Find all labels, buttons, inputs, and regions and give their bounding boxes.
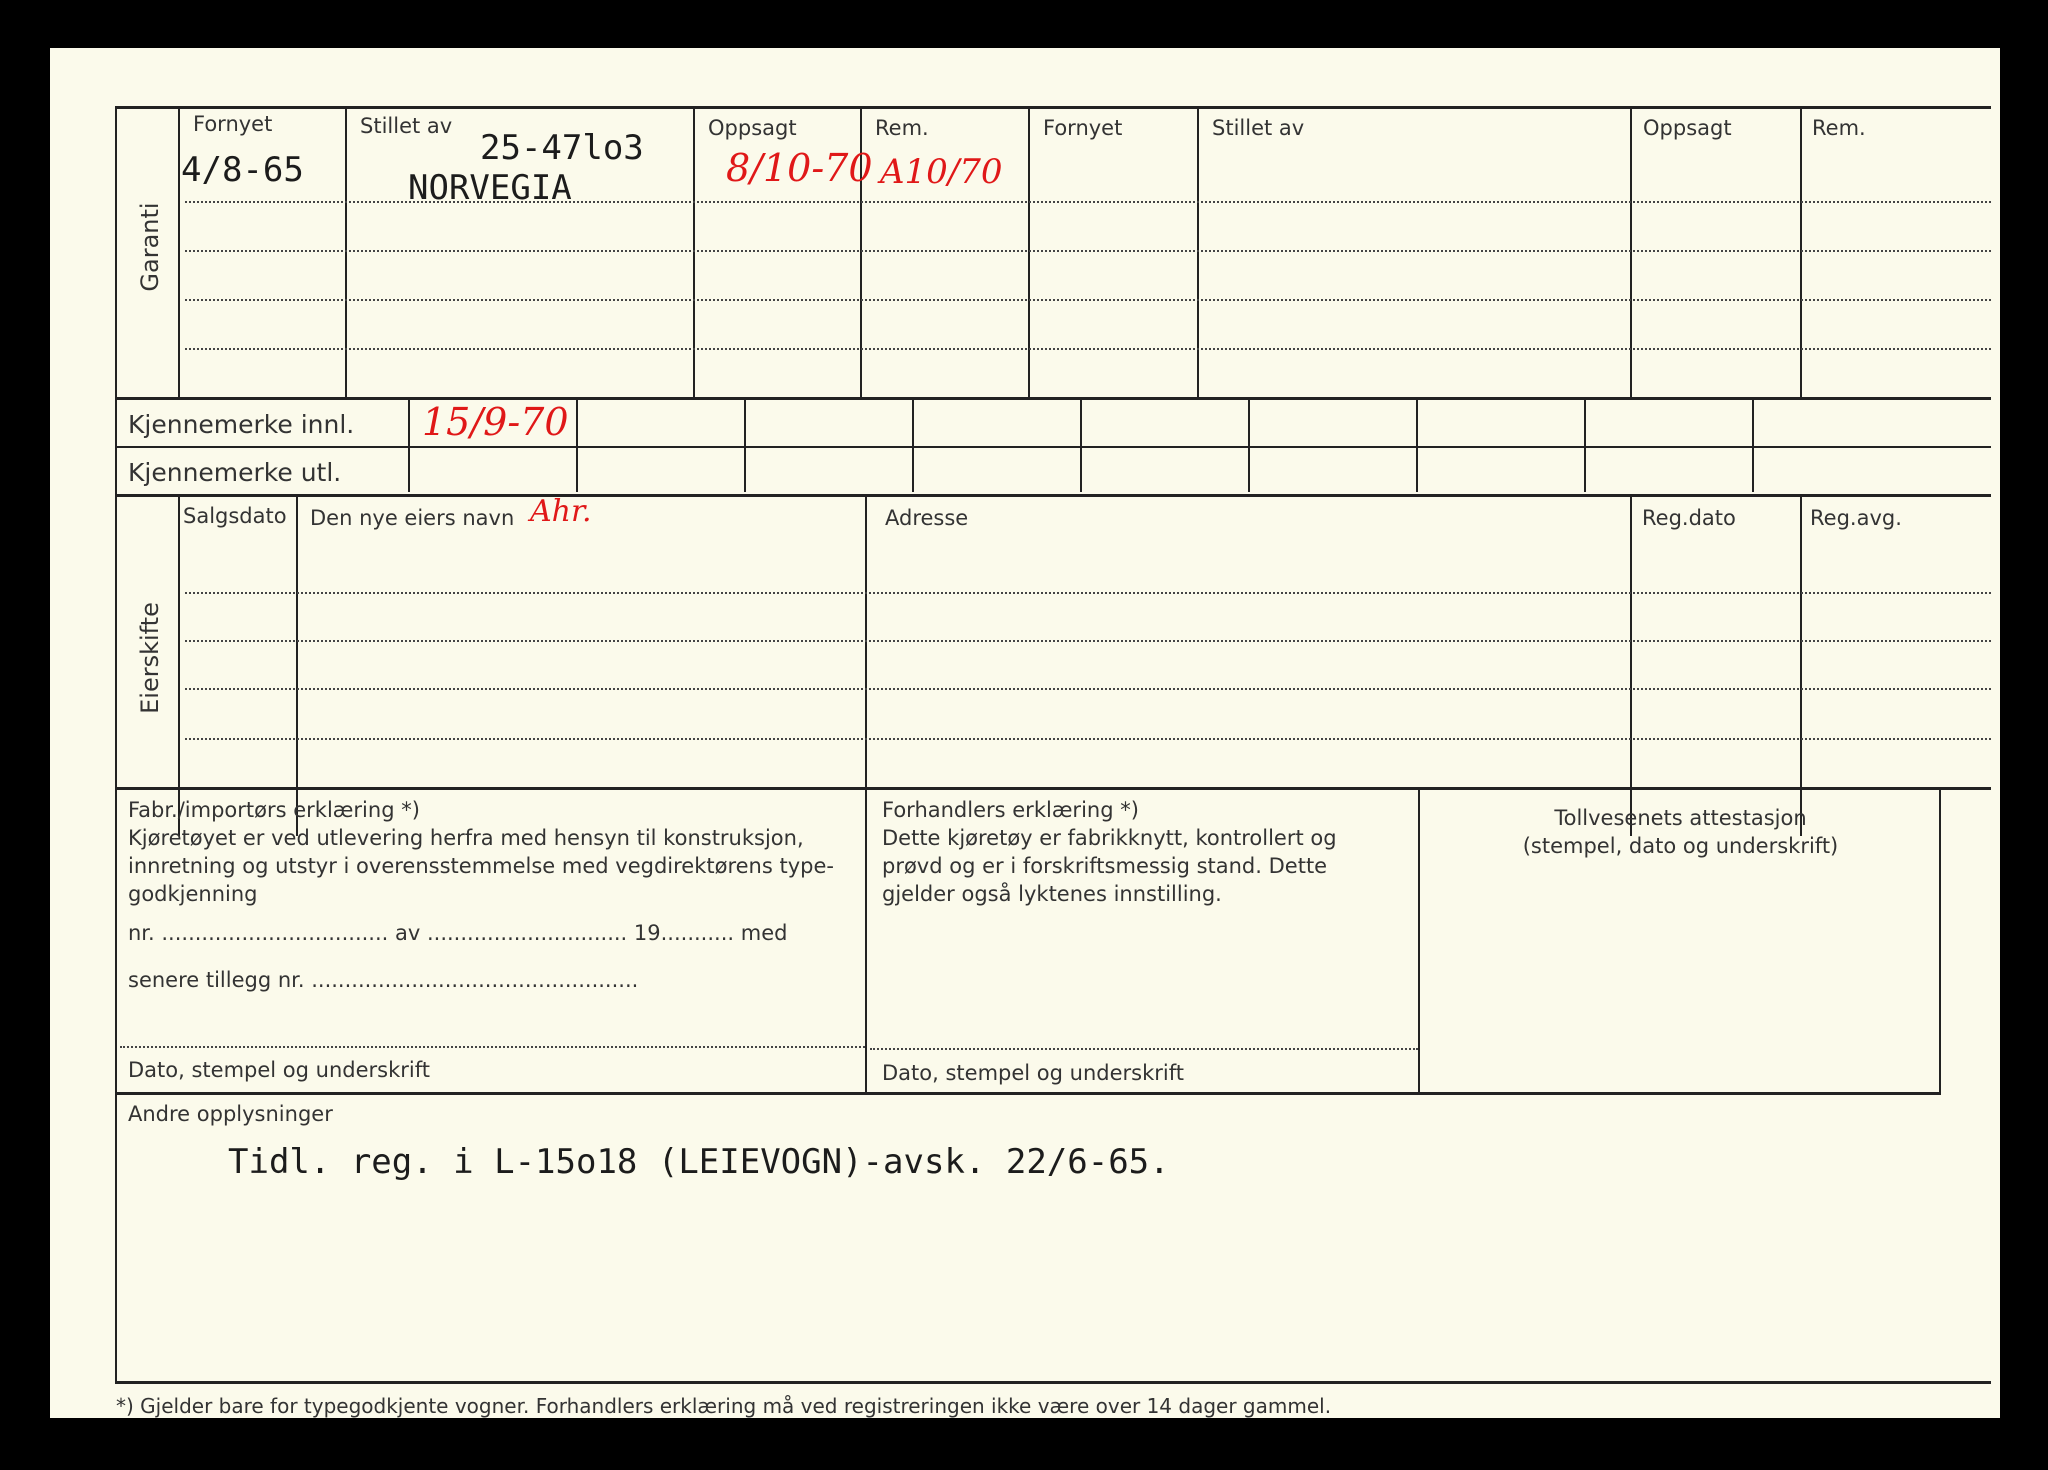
- kjennemerke-utl-label: Kjennemerke utl.: [128, 458, 342, 487]
- fabr-signature-line: [120, 1046, 865, 1048]
- kjennemerke-innl-label: Kjennemerke innl.: [128, 410, 355, 439]
- garanti-divider: [345, 108, 347, 398]
- eierskifte-divider: [1630, 496, 1632, 836]
- fabr-declaration: [128, 796, 858, 908]
- header-reg-avg: Reg.avg.: [1810, 506, 1902, 530]
- eierskifte-bottom-line: [115, 787, 1991, 790]
- rem-value: A10/70: [880, 152, 1003, 192]
- header-oppsagt: Oppsagt: [708, 116, 797, 140]
- navn-note: Ahr.: [530, 494, 592, 529]
- header-eiers-navn: Den nye eiers navn: [310, 506, 515, 530]
- header-fornyet: Fornyet: [193, 112, 273, 136]
- garanti-divider: [1630, 108, 1632, 398]
- fabr-title: Fabr./importørs erklæring *): [128, 798, 420, 822]
- garanti-divider: [1800, 108, 1802, 398]
- fabr-line: innretning og utstyr i overensstemmelse med vegdirektørens type-: [128, 854, 834, 878]
- garanti-side-label: Garanti: [136, 202, 164, 292]
- declaration-divider: [1418, 789, 1420, 1092]
- forhandler-declaration: [882, 796, 1412, 908]
- garanti-divider: [1028, 108, 1030, 398]
- fabr-line: godkjenning: [128, 882, 258, 906]
- kjennemerke-divider: [744, 400, 746, 492]
- kjennemerke-divider: [912, 400, 914, 492]
- forhandler-title: Forhandlers erklæring *): [882, 798, 1139, 822]
- toll-title: Tollvesenets attestasjon: [1554, 806, 1807, 830]
- header-rem-2: Rem.: [1812, 116, 1866, 140]
- garanti-bottom-line: [115, 397, 1991, 400]
- eierskifte-divider: [296, 496, 298, 836]
- kjennemerke-divider: [1080, 400, 1082, 492]
- kjennemerke-middle-line: [115, 446, 1991, 448]
- fabr-tillegg-line: senere tillegg nr. .................................................: [128, 968, 639, 992]
- header-salgsdato: Salgsdato: [183, 504, 287, 528]
- forhandler-footer: Dato, stempel og underskrift: [882, 1061, 1184, 1085]
- garanti-divider: [693, 108, 695, 398]
- andre-typed-note: Tidl. reg. i L-15o18 (LEIEVOGN)-avsk. 22/6-65.: [228, 1142, 1170, 1182]
- frame-bottom: [115, 1381, 1991, 1384]
- kjennemerke-divider: [408, 400, 410, 492]
- fornyet-value: 4/8-65: [181, 150, 304, 190]
- header-adresse: Adresse: [885, 506, 969, 530]
- oppsagt-value: 8/10-70: [726, 146, 873, 190]
- kjennemerke-divider: [1416, 400, 1418, 492]
- fabr-nr-line: nr. .................................. av .............................. 19........... med: [128, 921, 788, 945]
- eierskifte-row-line: [185, 738, 1991, 740]
- stillet-av-company: NORVEGIA: [408, 168, 572, 208]
- garanti-row-line: [185, 250, 1991, 252]
- header-stillet-av-2: Stillet av: [1212, 116, 1305, 140]
- eierskifte-side-label: Eierskifte: [136, 602, 164, 714]
- header-rem: Rem.: [875, 116, 929, 140]
- eierskifte-divider: [865, 496, 867, 836]
- kjennemerke-divider: [1584, 400, 1586, 492]
- frame-left: [115, 106, 117, 1383]
- stillet-av-number: 25-47lo3: [480, 128, 644, 168]
- header-stillet-av: Stillet av: [360, 114, 453, 138]
- header-fornyet-2: Fornyet: [1043, 116, 1123, 140]
- eierskifte-row-line: [185, 640, 1991, 642]
- declaration-bottom-line: [115, 1092, 1941, 1095]
- toll-subtitle: (stempel, dato og underskrift): [1522, 834, 1839, 858]
- forhandler-line: prøvd og er i forskriftsmessig stand. Dette: [882, 854, 1328, 878]
- eierskifte-divider: [1800, 496, 1802, 836]
- eierskifte-row-line: [185, 592, 1991, 594]
- footnote: *) Gjelder bare for typegodkjente vogner. Forhandlers erklæring må ved registreringen ikke være over 14 dager gammel.: [116, 1394, 1332, 1418]
- registration-card: [50, 48, 2000, 1418]
- kjennemerke-bottom-line: [115, 494, 1991, 497]
- fabr-footer: Dato, stempel og underskrift: [128, 1058, 430, 1082]
- eierskifte-divider: [178, 496, 180, 836]
- kjennemerke-divider: [1752, 400, 1754, 492]
- garanti-row-line: [185, 299, 1991, 301]
- forhandler-line: gjelder også lyktenes innstilling.: [882, 882, 1222, 906]
- eierskifte-row-line: [185, 688, 1991, 690]
- kjennemerke-divider: [1248, 400, 1250, 492]
- andre-label: Andre opplysninger: [128, 1102, 333, 1126]
- forhandler-line: Dette kjøretøy er fabrikknytt, kontrollert og: [882, 826, 1337, 850]
- declaration-divider: [865, 789, 867, 1092]
- garanti-divider: [178, 108, 180, 398]
- garanti-divider: [1197, 108, 1199, 398]
- header-oppsagt-2: Oppsagt: [1643, 116, 1732, 140]
- kjennemerke-divider: [576, 400, 578, 492]
- garanti-row-line: [185, 348, 1991, 350]
- kjennemerke-innl-value: 15/9-70: [422, 400, 569, 444]
- fabr-line: Kjøretøyet er ved utlevering herfra med hensyn til konstruksjon,: [128, 826, 804, 850]
- frame-top: [115, 106, 1991, 109]
- toll-attestation: [1422, 804, 1939, 860]
- declaration-divider: [1939, 789, 1941, 1092]
- header-reg-dato: Reg.dato: [1642, 506, 1736, 530]
- forhandler-signature-line: [870, 1048, 1418, 1050]
